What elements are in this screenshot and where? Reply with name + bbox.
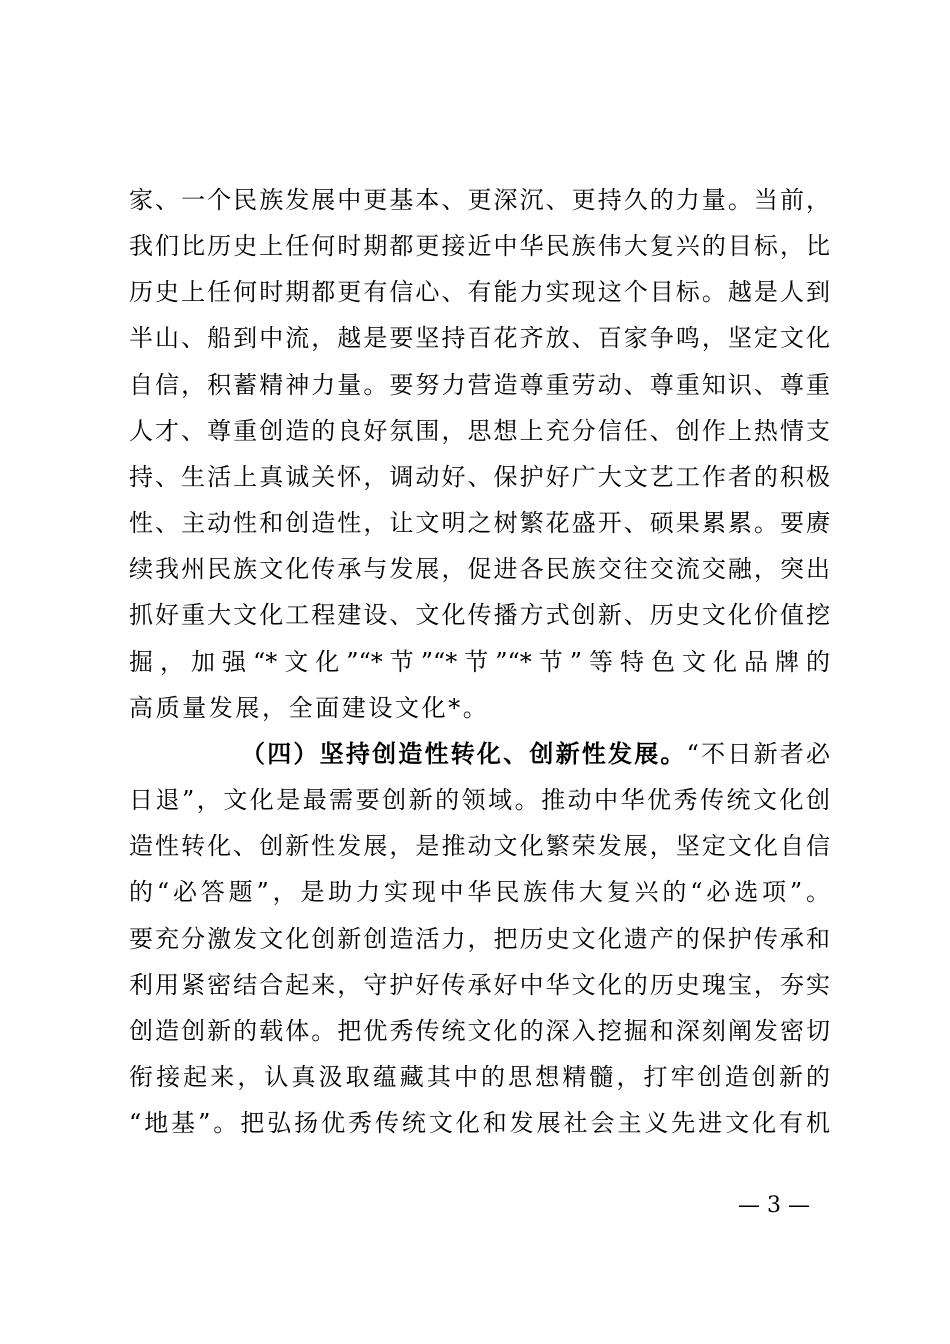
section-heading: （四）坚持创造性转化、创新性发展。 <box>241 739 687 768</box>
body-text-line: 性、主动性和创造性，让文明之树繁花盛开、硕果累累。要赓 <box>129 509 830 537</box>
body-text-line: 的“必答题”，是助力实现中华民族伟大复兴的“必选项”。 <box>129 878 830 906</box>
body-text-line: 续我州民族文化传承与发展，促进各民族交往交流交融，突出 <box>129 555 830 583</box>
body-text-line: 家、一个民族发展中更基本、更深沉、更持久的力量。当前， <box>129 186 830 214</box>
body-text-line: 利用紧密结合起来，守护好传承好中华文化的历史瑰宝，夯实 <box>129 971 830 999</box>
page-number: — 3 — <box>738 1193 810 1218</box>
body-text-line: 高质量发展，全面建设文化*。 <box>129 694 490 722</box>
body-text-line: 造性转化、创新性发展，是推动文化繁荣发展，坚定文化自信 <box>129 832 830 860</box>
body-text-line: 半山、船到中流，越是要坚持百花齐放、百家争鸣，坚定文化 <box>129 324 830 352</box>
section-first-line-text: “不日新者必 <box>686 740 830 768</box>
body-text-line: “地基”。把弘扬优秀传统文化和发展社会主义先进文化有机 <box>129 1109 830 1137</box>
body-text-line: 我们比历史上任何时期都更接近中华民族伟大复兴的目标，比 <box>129 232 830 260</box>
body-text-line: 历史上任何时期都更有信心、有能力实现这个目标。越是人到 <box>129 278 830 306</box>
body-text-line: 创造创新的载体。把优秀传统文化的深入挖掘和深刻阐发密切 <box>129 1017 830 1045</box>
body-text-line: 日退”，文化是最需要创新的领域。推动中华优秀传统文化创 <box>129 786 830 814</box>
body-text-line: 自信，积蓄精神力量。要努力营造尊重劳动、尊重知识、尊重 <box>129 371 830 399</box>
body-text-line: 持、生活上真诚关怀，调动好、保护好广大文艺工作者的积极 <box>129 463 830 491</box>
body-text-line: 人才、尊重创造的良好氛围，思想上充分信任、创作上热情支 <box>129 417 830 445</box>
body-text-line: 掘，加强“*文化”“*节”“*节”“*节”等特色文化品牌的 <box>129 648 830 676</box>
body-text-line: 要充分激发文化创新创造活力，把历史文化遗产的保护传承和 <box>129 925 830 953</box>
section-first-line <box>241 737 830 771</box>
body-text-line: 抓好重大文化工程建设、文化传播方式创新、历史文化价值挖 <box>129 601 830 629</box>
body-text-line: 衔接起来，认真汲取蕴藏其中的思想精髓，打牢创造创新的 <box>129 1063 830 1091</box>
